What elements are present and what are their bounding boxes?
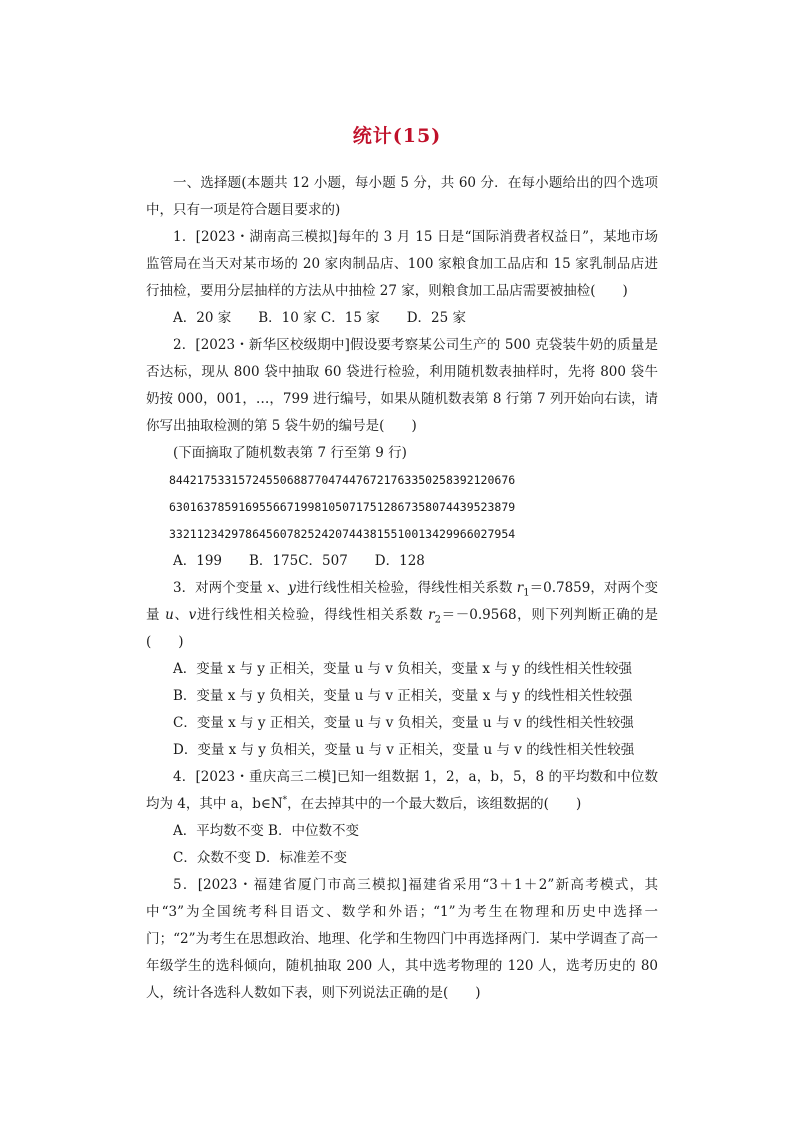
q3-r2-value: ＝－0.9568，则下列判断正确的是( ) bbox=[146, 607, 658, 650]
q3-r1-subscript: 1 bbox=[523, 587, 530, 599]
random-table-row-7: 84421753315724550688770474476721763350258392120676 bbox=[169, 473, 516, 487]
q3-part3: 进行线性相关检验，得线性相关系数 bbox=[196, 607, 429, 623]
q3-r2-subscript: 2 bbox=[434, 614, 441, 626]
q4-part2: ，在去掉其中的一个最大数后，该组数据的( ) bbox=[287, 796, 582, 812]
q3-var-x: x bbox=[267, 580, 275, 596]
document-body bbox=[146, 170, 658, 1007]
question-4-options-ab: A．平均数不变 B．中位数不变 bbox=[173, 823, 359, 839]
question-3-option-b: B．变量 x 与 y 负相关，变量 u 与 v 正相关，变量 x 与 y 的线性相关性较强 bbox=[173, 688, 633, 704]
section-intro-line2: 有一项是符合题目要求的) bbox=[186, 202, 341, 218]
section-intro-line1: 一、选择题(本题共 12 小题，每小题 5 分，共 60 分．在每小题给出的四个选项中，只 bbox=[146, 175, 658, 218]
question-3-text bbox=[146, 575, 658, 656]
q3-r1-value: ＝0.7859，对两个变量 bbox=[146, 580, 658, 623]
q3-part1: 3．对两个变量 bbox=[173, 580, 268, 596]
q3-var-u: u bbox=[165, 607, 174, 623]
page-title: 统计(15) bbox=[352, 125, 442, 147]
question-2-text: 2．[2023・新华区校级期中]假设要考察某公司生产的 500 克袋装牛奶的质量是否达标，现从 800 袋中抽取 60 袋进行检验，利用随机数表抽样时，先将 800 袋牛奶按 000，001，…，799 进行编号，如果从随机数表第 8 行第 7 列开始向右读，请你写出抽取检测的第 5 袋牛奶的编号是( ) bbox=[146, 337, 658, 434]
section-intro bbox=[146, 170, 658, 224]
random-table-row-8: 63016378591695566719981050717512867358074439523879 bbox=[169, 500, 516, 514]
question-3-option-c: C．变量 x 与 y 正相关，变量 u 与 v 负相关，变量 u 与 v 的线性相关性较强 bbox=[173, 715, 634, 731]
q3-var-r2: r bbox=[428, 607, 435, 623]
question-2-options: A．199 B．175C．507 D．128 bbox=[173, 553, 425, 569]
q3-sep1: 、 bbox=[274, 580, 289, 596]
random-table-row-9: 33211234297864560782524207443815510013429966027954 bbox=[169, 527, 516, 541]
question-3-option-d: D．变量 x 与 y 负相关，变量 u 与 v 正相关，变量 u 与 v 的线性相关性较强 bbox=[173, 742, 635, 758]
question-4-options-cd: C．众数不变 D．标准差不变 bbox=[173, 850, 347, 866]
question-1-text: 1．[2023・湖南高三模拟]每年的 3 月 15 日是“国际消费者权益日”，某地市场监管局在当天对某市场的 20 家肉制品店、100 家粮食加工品店和 15 家乳制品店进行抽检，要用分层抽样的方法从中抽检 27 家，则粮食加工品店需要被抽检( ) bbox=[146, 229, 658, 299]
question-5-text: 5．[2023・福建省厦门市高三模拟]福建省采用“3＋1＋2”新高考模式，其中“3”为全国统考科目语文、数学和外语；“1”为考生在物理和历史中选择一门；“2”为考生在思想政治、地理、化学和生物四门中再选择两门．某中学调查了高一年级学生的选科倾向，随机抽取 200 人，其中选考物理的 120 人，选考历史的 80 人，统计各选科人数如下表，则下列说法正确的是( ) bbox=[146, 877, 658, 1001]
q4-part1: 4．[2023・重庆高三二模]已知一组数据 1，2，a，b，5，8 的平均数和中位数均为 4，其中 a，b∈N bbox=[146, 769, 658, 812]
q3-var-r1: r bbox=[516, 580, 524, 596]
q3-var-v: v bbox=[188, 607, 197, 623]
question-1-options: A．20 家 B．10 家 C．15 家 D．25 家 bbox=[173, 310, 466, 326]
question-2-note: (下面摘取了随机数表第 7 行至第 9 行) bbox=[173, 445, 407, 461]
question-4-text bbox=[146, 764, 658, 818]
q3-sep2: 、 bbox=[173, 607, 189, 623]
q3-part2: 进行线性相关检验，得线性相关系数 bbox=[295, 580, 517, 596]
question-3-option-a: A．变量 x 与 y 正相关，变量 u 与 v 负相关，变量 x 与 y 的线性相关性较强 bbox=[173, 661, 633, 677]
q3-var-y: y bbox=[288, 580, 296, 596]
q4-superscript: * bbox=[282, 795, 288, 806]
